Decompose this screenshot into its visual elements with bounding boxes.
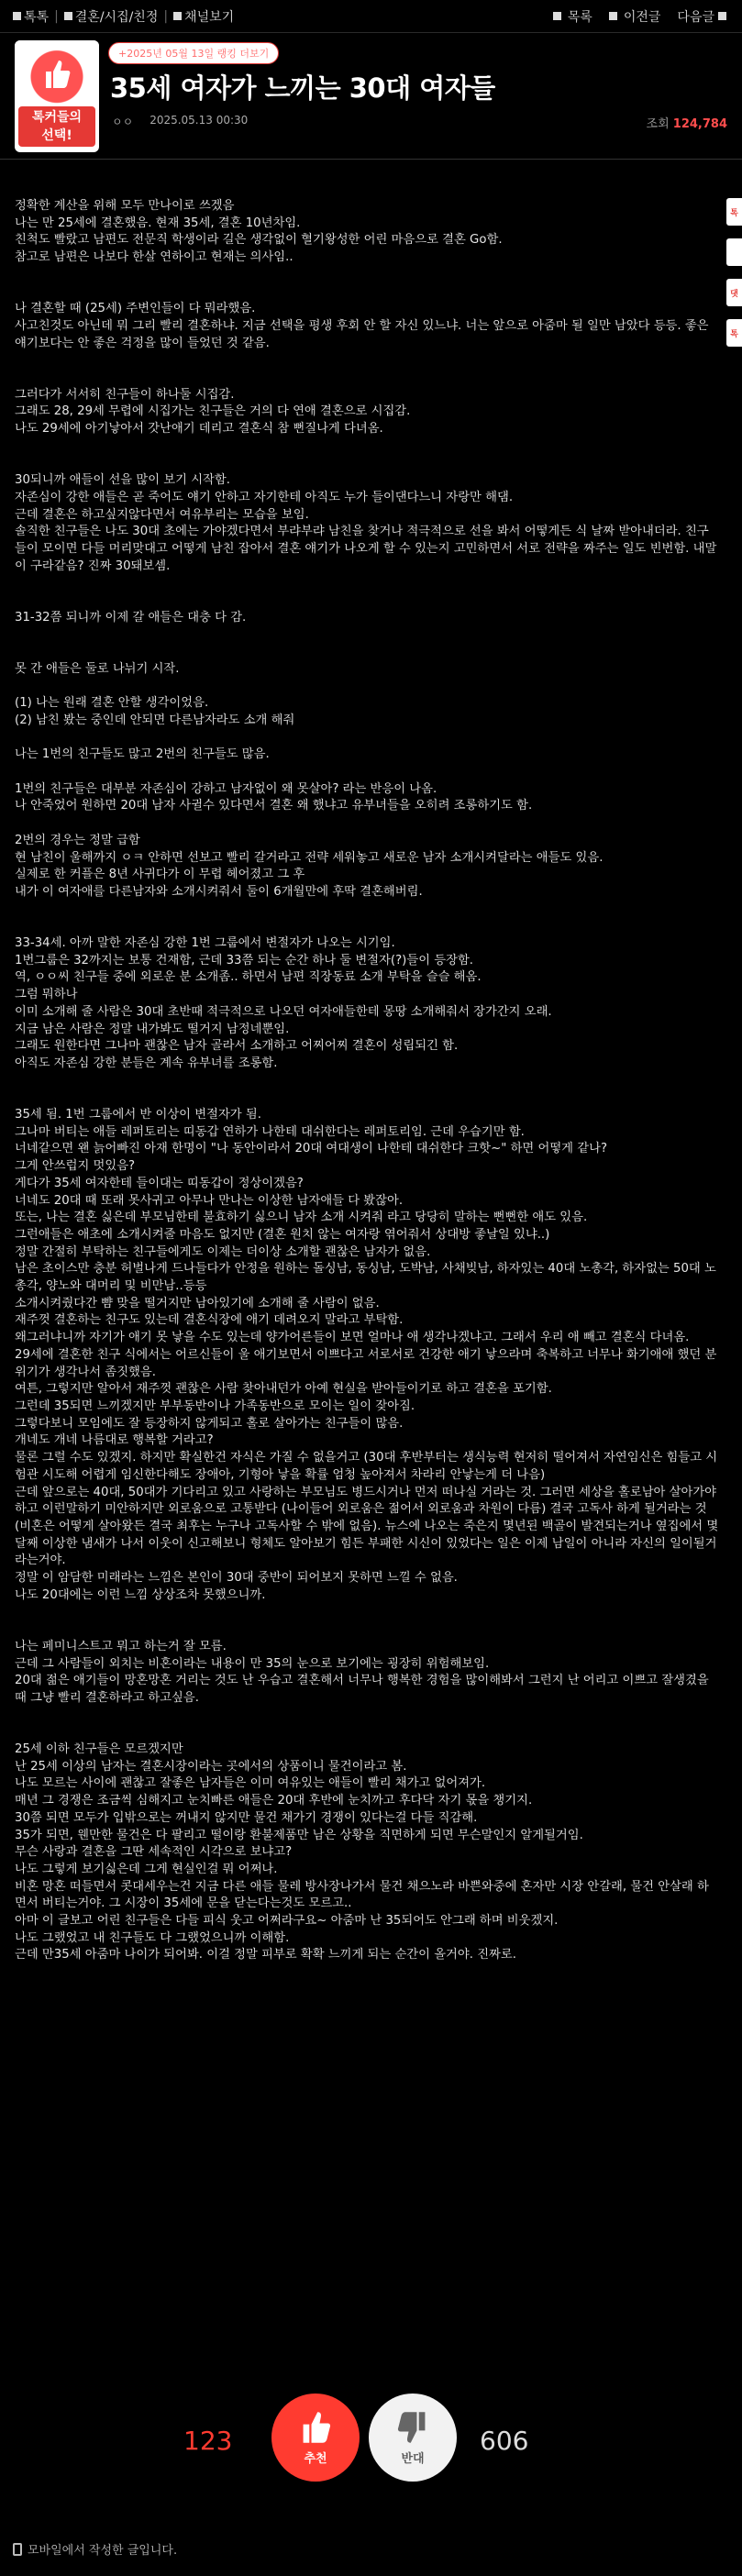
post-header — [0, 33, 742, 160]
paragraph-gap — [15, 1621, 719, 1639]
channel-link[interactable]: 채널보기 — [184, 9, 235, 25]
author: ㅇㅇ — [112, 116, 134, 128]
post-date: 2025.05.13 00:30 — [150, 114, 249, 127]
breadcrumb — [13, 7, 234, 26]
next-post-button[interactable] — [677, 7, 729, 26]
paragraph-gap — [15, 1708, 719, 1725]
side-button-4[interactable]: 톡 — [726, 319, 742, 347]
side-floating-buttons — [726, 198, 742, 347]
paragraph-gap — [15, 592, 719, 610]
paragraph-gap — [15, 644, 719, 661]
paragraph-gap — [15, 370, 719, 387]
mobile-note-text: 모바일에서 작성한 글입니다. — [28, 2544, 178, 2558]
mobile-phone-icon — [13, 2543, 22, 2556]
thumbs-down-icon — [395, 2410, 430, 2445]
side-button-2[interactable] — [726, 238, 742, 266]
next-label: 다음글 — [677, 9, 714, 25]
breadcrumb-separator: | — [54, 8, 59, 24]
paragraph-gap — [15, 1604, 719, 1621]
downvote-button[interactable] — [369, 2394, 457, 2482]
prev-icon — [609, 12, 617, 20]
breadcrumb-site[interactable]: 톡톡 — [24, 9, 50, 25]
prev-post-button[interactable] — [609, 7, 661, 26]
paragraph-gap — [15, 1073, 719, 1090]
talkers-choice-badge — [15, 40, 99, 152]
paragraph-gap — [15, 901, 719, 919]
list-button[interactable] — [553, 7, 592, 26]
view-count — [647, 114, 727, 131]
ranking-link[interactable]: +2025년 05월 13일 랭킹 더보기 — [108, 42, 279, 64]
body-paragraph: 나 결혼할 때 (25세) 주변인들이 다 뭐라했음. 사고친것도 아닌데 뭐 그리 빨리 결혼하냐. 지금 선택을 평생 후회 안 할 자신 있느냐. 너는 앞으로 아줌마 될 일만 남았다 등등. 좋은 얘기보다는 안 좋은 걱정을 많이 들었던 것 같음. — [15, 302, 709, 350]
side-button-1[interactable]: 톡 — [726, 198, 742, 226]
body-paragraph: 31-32쯤 되니까 이제 갈 애들은 대충 다 감. — [15, 610, 247, 625]
downvote-count: 606 — [480, 2426, 529, 2456]
downvote-label: 반대 — [401, 2451, 425, 2466]
square-icon — [173, 12, 182, 20]
body-paragraph: 25세 이하 친구들은 모르겠지만 난 25세 이상의 남자는 결혼시장이라는 곳에서의 상품이니 물건이라고 봄. 나도 모르는 사이에 괜찮고 잘좋은 남자들은 이미 여유있는 애들이 빨리 채가고 없어져가. 매년 그 경쟁은 조금씩 심해지고 눈치빠른 애들은 20대 후반에 눈치까고 후다닥 자기 몫을 챙기지. 30쯤 되면 모두가 입밖으로는 꺼내지 않지만 물건 채가기 경쟁이 있다는걸 다들 직감해. 35가 되면, 웬만한 물건은 다 팔리고 떨이랑 환불제품만 남은 상황을 직면하게 되면 무슨말인지 알게될거임. 무슨 사랑과 결혼을 그딴 세속적인 시각으로 보냐고? 나도 그렇게 보기싫은데 그게 현실인걸 뭐 어쩌나. 비혼 망혼 떠들면서 콧대세우는건 지금 다른 애들 물레 방사장나가서 물건 채으노라 바쁜와중에 혼자만 시장 안갈래, 물건 안살래 하면서 버티는거야. 그 시장이 35세에 문을 닫는다는것도 모르고.. 아마 이 글보고 어린 친구들은 다들 피식 웃고 어쩌라구요~ 아줌마 난 35되어도 안그래 하며 비웃겠지. 나도 그랬었고 내 친구들도 다 그랬었으니까 이해함. 근데 만35세 아줌마 나이가 되어봐. 이걸 정말 피부로 확확 느끼게 되는 순간이 올거야. 진짜로. — [15, 1742, 709, 1962]
paragraph-gap — [15, 575, 719, 592]
next-icon — [718, 12, 726, 20]
post-body — [15, 198, 719, 1964]
upvote-button[interactable] — [271, 2394, 360, 2482]
list-icon — [553, 12, 561, 20]
paragraph-gap — [15, 284, 719, 302]
badge-label-line2: 선택! — [41, 128, 72, 143]
mobile-note — [13, 2540, 177, 2558]
body-paragraph: 그러다가 서서히 친구들이 하나둘 시집감. 그래도 28, 29세 무렵에 시집가는 친구들은 거의 다 연애 결혼으로 시집감. 나도 29세에 아기낳아서 갓난애기 데리고 결혼식 참 뻔질나게 다녀옴. — [15, 387, 411, 437]
badge-label — [18, 106, 95, 147]
views-label: 조회 — [646, 117, 670, 131]
list-label: 목록 — [567, 9, 592, 25]
square-icon — [64, 12, 72, 20]
body-paragraph: 33-34세. 아까 말한 자존심 강한 1번 그룹에서 변절자가 나오는 시기임. 1번그룹은 32까지는 보통 건재함, 근데 33쯤 되는 순간 하나 둘 변절자(?)들이 등장함. 역, ㅇㅇ씨 친구들 중에 외로운 분 소개좀.. 하면서 남편 직장동료 소개 부탁을 슬슬 해옴. 그럼 뭐하나 이미 소개해 줄 사람은 30대 초반때 적극적으로 나오던 여자애들한테 몽땅 소개해줘서 장가간지 오래. 지금 남은 사람은 정말 내가봐도 떨거지 남정네뿐임. 그래도 원한다면 그나마 괜찮은 남자 골라서 소개하고 어찌어찌 결혼이 성립되긴 함. 아직도 자존심 강한 분들은 계속 유부녀를 조롱함. — [15, 936, 552, 1070]
post-nav — [553, 7, 729, 26]
body-paragraph: 30되니까 애들이 선을 많이 보기 시작함. 자존심이 강한 애들은 곧 죽어도 얘기 안하고 자기한테 아직도 누가 들이댄다느니 자랑만 해댐. 근데 결혼은 하고싶지않다면서 여유부리는 모습을 보임. 솔직한 친구들은 나도 30대 초에는 가야겠다면서 부랴부랴 남친을 찾거나 적극적으로 선을 봐서 어떻게든 식 날짜 받아내더라. 친구들이 모이면 다들 머리맞대고 어떻게 남친 잡아서 결혼 얘기가 나오게 할 수 있는지 고민하면서 서로 전략을 짜주는 일도 빈번함. 내말이 구라같음? 진짜 30돼보셈. — [15, 473, 717, 573]
top-bar — [0, 0, 742, 33]
square-icon — [13, 12, 21, 20]
badge-label-line1: 톡커들의 — [31, 110, 83, 125]
body-paragraph: 나는 페미니스트고 뭐고 하는거 잘 모름. 근데 그 사람들이 외치는 비혼이라는 내용이 만 35의 눈으로 보기에는 굉장히 위험해보임. 20대 젊은 애기들이 망혼망혼 거리는 것도 난 우습고 결혼해서 너무나 행복한 경험을 많이해봐서 그런지 난 어리고 이쁘고 잘생겼을때 그냥 빨리 결혼하라고 하고싶음. — [15, 1639, 709, 1705]
post-title: 35세 여자가 느끼는 30대 여자들 — [110, 72, 495, 104]
breadcrumb-separator: | — [163, 8, 169, 24]
paragraph-gap — [15, 626, 719, 644]
vote-area — [0, 2384, 742, 2494]
post-meta — [112, 114, 248, 129]
body-paragraph: 35세 됨. 1번 그룹에서 반 이상이 변절자가 됨. 그나마 버티는 애들 레퍼토리는 띠동갑 연하가 나한테 대쉬한다는 레퍼토리임. 근데 우습기만 함. 너네같으면 왠 늙어빠진 아재 한명이 "나 동안이라서 20대 여대생이 나한테 대쉬한다 크핫~" 하면 어떻게 같나? 그게 안쓰럽지 멋있음? 게다가 35세 여자한테 들이대는 띠동갑이 정상이겠음? 너네도 20대 때 또래 못사귀고 아무나 만나는 이상한 남자애들 다 봤잖아. 또는, 나는 결혼 싫은데 부모님한테 불효하기 싫으니 남자 소개 시켜줘 라고 당당히 말하는 뻔뻔한 애도 있음. 그런애들은 애초에 소개시켜줄 마음도 없지만 (결혼 원치 않는 여자랑 엮어줘서 상대방 좋날일 있냐..) 정말 간절히 부탁하는 친구들에게도 이제는 더이상 소개할 괜찮은 남자가 없음. 남은 초이스만 충분 허벌나게 드나들다가 안정을 원하는 돌싱남, 동싱남, 도박남, 사채빚남, 하자있는 40대 노총각, 하자없는 50대 노총각, 양노와 대머리 및 비만남..등등 소개시켜줬다간 뺨 맞을 떨거지만 남아있기에 소개해 줄 사람이 없음. 재주껏 결혼하는 친구도 있는데 결혼식장에 애기 데려오지 말라고 부탁함. 왜그러냐니까 자기가 애기 못 낳을 수도 있는데 양가어른들이 보면 얼마나 애 생각나겠냐고. 그래서 우리 애 빼고 결혼식 다녀옴. 29세에 결혼한 친구 식에서는 어르신들이 울 애기보면서 이쁘다고 서로서로 건강한 애기 낳으라며 축복하고 너무나 화기애애 했던 분위기가 생각나서 좀짓했음. 여튼, 그렇지만 알아서 재주껏 괜찮은 사람 찾아내던가 아예 현실을 받아들이기로 하고 결혼을 포기함. 그런데 35되면 느끼겠지만 부부동반이나 가족동반으로 모이는 일이 잦아짐. 그렇다보니 모임에도 잘 등장하지 않게되고 홀로 살아가는 친구들이 많음. 개네도 개네 나름대로 행복할 거라고? 물론 그럴 수도 있겠지. 하지만 확실한건 자식은 가질 수 없을거고 (30대 후반부터는 생식능력 현저히 떨어져서 자연임신은 힘들고 시험관 시도해 어렵게 임신한다해도 장애아, 기형아 낳을 확률 엄청 높아져서 차라리 안낳는게 더 나음) 근데 앞으로는 40대, 50대가 기다리고 있고 사랑하는 부모님도 병드시거나 먼저 떠나실 거라는 것. 그러면 세상을 홀로남아 살아가야 하고 이런말하기 미안하지만 외로움으로 고통받다 (나이들어 외로움은 젊어서 외로움과 차원이 다름) 결국 고독사 하게 될거라는 것 (비혼은 어떻게 살아왔든 결국 최후는 누구나 고독사할 수 밖에 없음). 뉴스에 나오는 죽은지 몇년된 백골이 발견되는거나 옆집에서 몇달째 이상한 냄새가 나서 이웃이 신고해보니 형체도 알아보기 힘든 부패한 시신이 있었다는 일은 이제 남일이 아니라 자신의 일이될거라는거야. 정말 이 암담한 미래라는 느낌은 본인이 30대 중반이 되어보지 못하면 느낄 수 없음. 나도 20대에는 이런 느낌 상상조차 못했으니까. — [15, 1108, 719, 1602]
thumbs-up-icon — [43, 59, 71, 90]
body-paragraph: 못 간 애들은 둘로 나뉘기 시작. (1) 나는 원래 결혼 안할 생각이었음. (2) 남친 봤는 중인데 안되면 다른남자라도 소개 해줘 나는 1번의 친구들도 많고 2번의 친구들도 많음. 1번의 친구들은 대부분 자존심이 강하고 남자없이 왜 못살아? 라는 반응이 나옴. 나 안죽었어 원하면 20대 남자 사귈수 있다면서 결혼 왜 했냐고 유부녀들을 오히려 조롱하기도 함. 2번의 경우는 정말 급함 현 남친이 울해까지 ㅇㅋ 안하면 선보고 빨리 갈거라고 전략 세워놓고 새로운 남자 소개시켜달라는 애들도 있음. 실제로 한 커플은 8년 사귀다가 이 무렵 헤어졌고 그 후 내가 이 여자애를 다른남자와 소개시켜줘서 둘이 6개월만에 후딱 결혼해버림. — [15, 661, 604, 899]
paragraph-gap — [15, 267, 719, 284]
views-value: 124,784 — [672, 117, 727, 131]
paragraph-gap — [15, 1724, 719, 1741]
upvote-label: 추천 — [304, 2451, 327, 2466]
body-paragraph: 정확한 계산을 위해 모두 만나이로 쓰겠음 나는 만 25세에 결혼했음. 현재 35세, 결혼 10년차임. 친척도 빨랐고 남편도 전문직 학생이라 길은 생각없이 혈기왕성한 어린 마음으로 결혼 Go함. 참고로 남편은 나보다 한살 연하이고 현재는 의사임.. — [15, 199, 503, 265]
paragraph-gap — [15, 438, 719, 456]
thumbs-up-icon — [298, 2410, 333, 2445]
paragraph-gap — [15, 455, 719, 472]
breadcrumb-board[interactable]: 결혼/시집/친정 — [74, 9, 159, 25]
paragraph-gap — [15, 352, 719, 370]
upvote-count: 123 — [183, 2426, 233, 2456]
paragraph-gap — [15, 1089, 719, 1107]
paragraph-gap — [15, 918, 719, 935]
prev-label: 이전글 — [623, 9, 661, 25]
side-button-3[interactable]: 댓 — [726, 279, 742, 306]
